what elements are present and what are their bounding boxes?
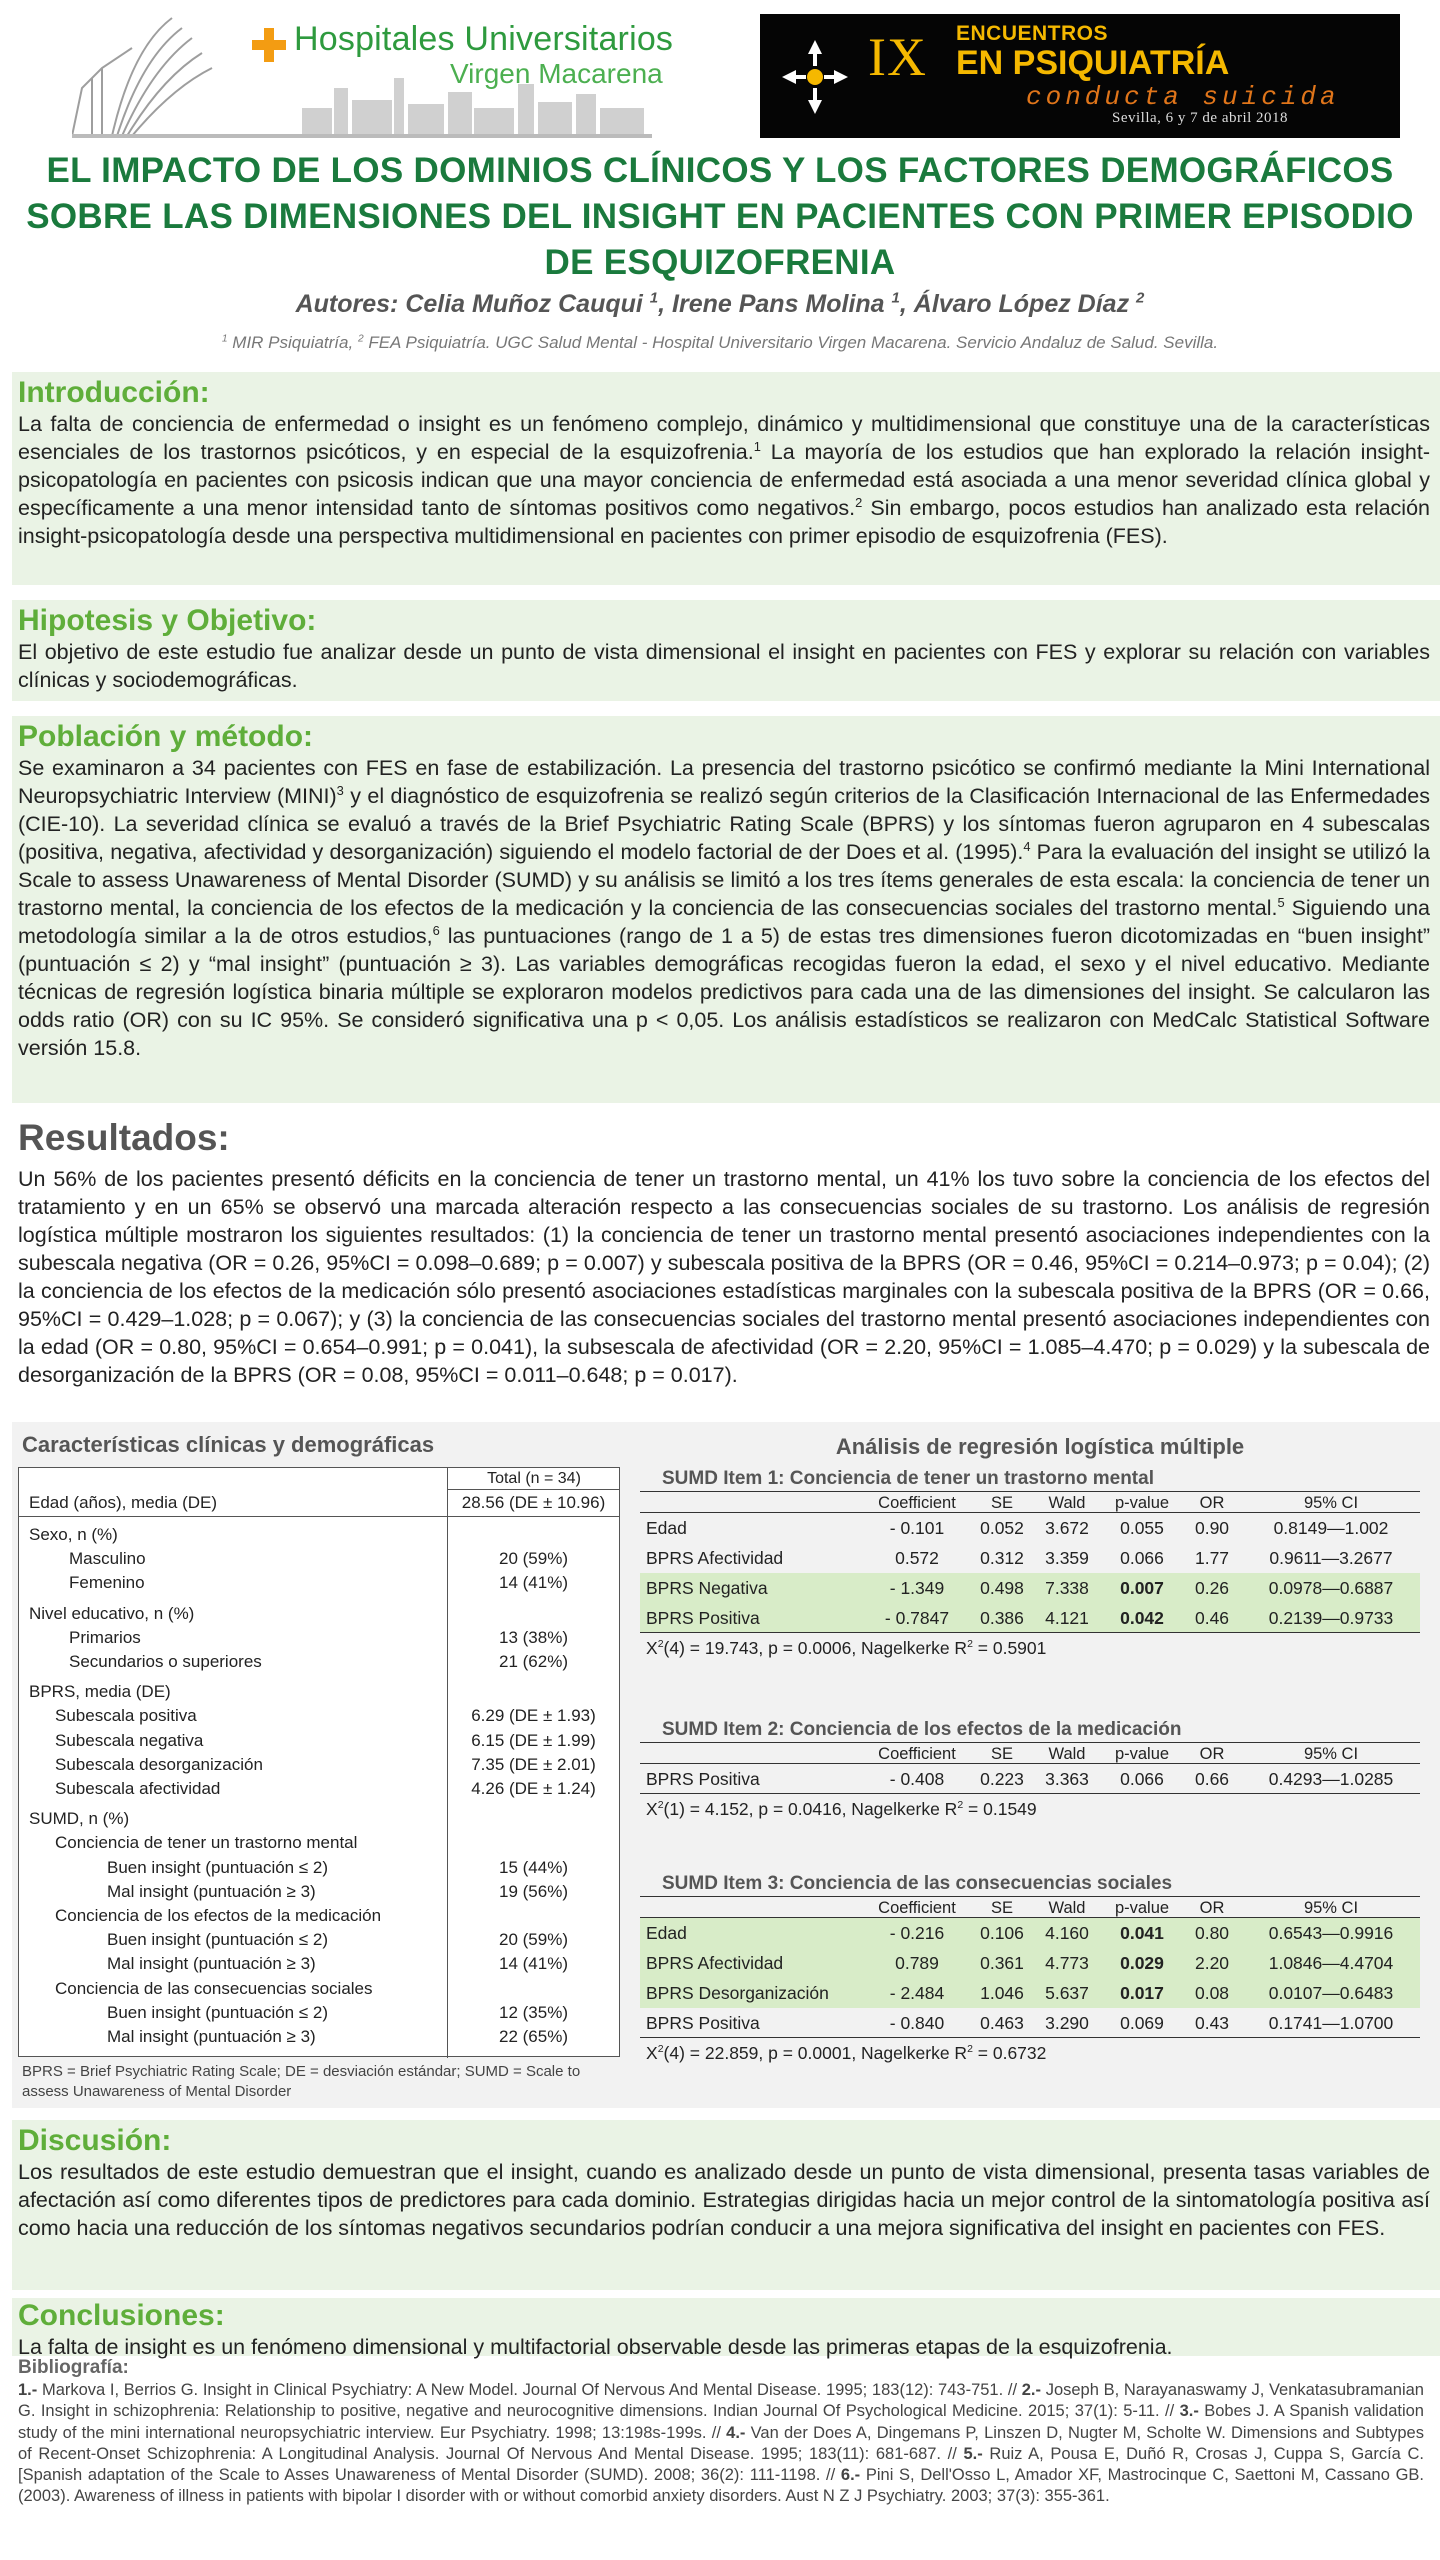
regression-row	[640, 1918, 1420, 1948]
intro-s1: 1	[753, 438, 761, 454]
logo-right-line1: ENCUENTROS	[956, 22, 1109, 45]
resultados-heading: Resultados:	[18, 1117, 230, 1158]
affil-part2: FEA Psiquiatría. UGC Salud Mental - Hospital Universitario Virgen Macarena. Servicio Andaluz de Salud. Sevilla.	[363, 333, 1219, 352]
regression-cell-ci: 0.0107—0.6483	[1268, 1983, 1394, 2003]
regression-cell-p: 0.069	[1120, 2013, 1164, 2033]
regression-stat	[640, 1794, 1420, 1826]
metodo-s3: 3	[336, 782, 344, 798]
metodo-heading: Población y método:	[18, 720, 314, 753]
regression-cell-p: 0.066	[1120, 1548, 1164, 1568]
regression-variable: BPRS Positiva	[646, 2013, 760, 2033]
regression-cell-se: 0.106	[980, 1923, 1024, 1943]
table1-row	[19, 1572, 619, 1594]
table1-row	[19, 1953, 619, 1975]
logo-right-line2: EN PSIQUIATRÍA	[956, 44, 1230, 82]
stat-sup: 2	[657, 2043, 664, 2056]
table1-row-label: Mal insight (puntuación ≥ 3)	[107, 2027, 316, 2046]
hipotesis-heading: Hipotesis y Objetivo:	[18, 604, 317, 637]
hipotesis-section	[12, 600, 1440, 701]
regression-cell-p: 0.066	[1120, 1769, 1164, 1789]
column-header: Coefficient	[878, 1899, 956, 1917]
affil-sup1: 1	[221, 333, 228, 345]
regression-cell-ci: 0.8149—1.002	[1273, 1518, 1389, 1538]
regression-table-item-2	[640, 1718, 1420, 1826]
regression-variable: BPRS Afectividad	[646, 1953, 784, 1973]
table1-row	[19, 1905, 619, 1927]
table1-row-value: 20 (59%)	[499, 1549, 568, 1569]
regression-variable: BPRS Positiva	[646, 1769, 760, 1789]
regression-cell-coef: - 2.484	[889, 1983, 945, 2003]
stat-chi: X	[646, 1799, 658, 1819]
regression-cell-se: 1.046	[980, 1983, 1024, 2003]
table1-row-label: Buen insight (puntuación ≤ 2)	[107, 1930, 329, 1950]
column-header: Coefficient	[878, 1745, 956, 1763]
regression-cell-or: 0.90	[1194, 1518, 1230, 1538]
table1-row-label: SUMD, n (%)	[29, 1809, 130, 1829]
stat-mid: (1) = 4.152, p = 0.0416, Nagelkerke R	[663, 1799, 958, 1819]
conclusiones-heading: Conclusiones:	[18, 2299, 225, 2332]
regression-row	[640, 1513, 1420, 1543]
regression-table-title: SUMD Item 3: Conciencia de las consecuencias sociales	[662, 1873, 1173, 1894]
table1-row-value: 14 (41%)	[499, 1573, 568, 1593]
table1-row-value: 13 (38%)	[499, 1627, 568, 1647]
regression-cell-wald: 5.637	[1045, 1983, 1089, 2003]
regression-cell-or: 1.77	[1194, 1548, 1230, 1568]
regression-cell-ci: 0.9611—3.2677	[1269, 1548, 1393, 1568]
table1-row	[19, 1548, 619, 1570]
intro-p2: La mayoría de los estudios que han explorado la relación insight-psicopatología en pacientes con psicosis indican que una mayor conciencia de enfermedad está asociada a una menor severidad clínica global y específicamente a una menor intensidad tanto de síntomas positivos como negativos.	[18, 440, 1430, 520]
stat-chi: X	[646, 2043, 658, 2063]
table1-row-value: 12 (35%)	[499, 2002, 568, 2022]
reference-text: Van der Does A, Dingemans P, Linszen D, Nugter M, Scholte W. Dimensions and Subtypes of Recent-Onset Schizophrenia: A Longitudinal Analysis. Journal Of Nervous And Mental Disease. 1995; 183(11): 681-687. //	[18, 2423, 1424, 2463]
table1-total-header: Total (n = 34)	[447, 1468, 620, 1490]
stat-chi: X	[646, 1638, 658, 1658]
poster-title: EL IMPACTO DE LOS DOMINIOS CLÍNICOS Y LOS FACTORES DEMOGRÁFICOS SOBRE LAS DIMENSIONES DEL INSIGHT EN PACIENTES CON PRIMER EPISODIO DE ESQUIZOFRENIA	[26, 151, 1414, 282]
logo-right-line4: Sevilla, 6 y 7 de abril 2018	[1112, 110, 1289, 126]
table1-row-value: 21 (62%)	[499, 1652, 568, 1671]
regression-variable: Edad	[646, 1923, 687, 1943]
regression-cell-ci: 0.6543—0.9916	[1268, 1923, 1394, 1943]
regression-cell-ci: 0.2139—0.9733	[1268, 1608, 1394, 1628]
table1-rule	[19, 1516, 619, 1517]
table1-row-label: Buen insight (puntuación ≤ 2)	[107, 2002, 329, 2022]
column-header: p-value	[1114, 1745, 1170, 1763]
table1-title: Características clínicas y demográficas	[22, 1432, 435, 1457]
reference-number: 5.-	[963, 2444, 983, 2463]
metodo-p5: las puntuaciones (rango de 1 a 5) de estas tres dimensiones fueron dicotomizadas en “buen insight” (puntuación ≤ 2) y “mal insight” (puntuación ≥ 3). Las variables demográficas recogidas fueron la edad, el sexo y el nivel educativo. Mediante técnicas de regresión logística binaria múltiple se exploraron modelos predictivos para cada una de las dimensiones del insight. Se calcularon las odds ratio (OR) con su IC 95%. Se consideró significativa una p < 0,05. Los análisis estadísticos se realizaron con MedCalc Statistical Software versión 15.8.	[18, 924, 1430, 1060]
regression-table-title: SUMD Item 2: Conciencia de los efectos de la medicación	[662, 1719, 1182, 1740]
table1-row	[19, 1705, 619, 1727]
author-3: , Álvaro López Díaz	[899, 290, 1137, 318]
table1-row	[19, 1929, 619, 1951]
table1-row	[19, 1808, 619, 1830]
table1-row	[19, 1832, 619, 1854]
column-header: SE	[990, 1899, 1013, 1917]
metodo-text	[18, 754, 1430, 1062]
column-header: SE	[990, 1494, 1013, 1512]
intro-section	[12, 372, 1440, 585]
regression-cell-wald: 3.363	[1045, 1769, 1089, 1789]
regression-row	[640, 1603, 1420, 1633]
regression-table-title: SUMD Item 1: Conciencia de tener un trastorno mental	[662, 1468, 1154, 1489]
regression-variable: BPRS Desorganización	[646, 1983, 829, 2003]
regression-cell-coef: - 1.349	[889, 1578, 945, 1598]
discusion-section	[12, 2120, 1440, 2290]
reference-number: 2.-	[1021, 2381, 1042, 2399]
metodo-section	[12, 716, 1440, 1103]
edition-number: IX	[868, 27, 927, 87]
regression-cell-or: 0.66	[1194, 1769, 1230, 1789]
regression-cell-or: 0.46	[1194, 1608, 1230, 1628]
regression-cell-or: 2.20	[1194, 1953, 1230, 1973]
affiliation	[0, 333, 1440, 353]
authors	[0, 290, 1440, 319]
table1-row	[19, 1603, 619, 1625]
regression-table-header	[640, 1896, 1420, 1918]
reference-text: Ruiz A, Pousa E, Duñó R, Crosas J, Cuppa S, García C. [Spanish adaptation of the Scale to Asses Unawareness of Mental Disorder (SUMD). 2008; 36(2): 111-1198. //	[18, 2444, 1424, 2485]
intro-text	[18, 410, 1430, 550]
table1-row-value: 6.29 (DE ± 1.93)	[471, 1706, 596, 1726]
regression-variable: BPRS Negativa	[646, 1578, 768, 1598]
table1-row	[19, 1778, 619, 1800]
regression-table-item-3	[640, 1872, 1420, 2070]
table1-row	[19, 1881, 619, 1903]
bibliografia-heading: Bibliografía:	[18, 2357, 129, 2378]
regression-cell-wald: 4.773	[1045, 1953, 1089, 1973]
conclusiones-text: La falta de insight es un fenómeno dimensional y multifactorial observable desde las primeras etapas de la esquizofrenia.	[18, 2335, 1173, 2359]
stat-sup: 2	[967, 1638, 973, 1651]
stat-end: = 0.6732	[972, 2043, 1047, 2063]
reference-text: Bobes J. A Spanish validation study of the mini international neuropsychiatric interview. Eur Psychiatry. 1998; 13:198s-199s. //	[18, 2402, 1424, 2442]
metodo-p1: Se examinaron a 34 pacientes con FES en fase de estabilización. La presencia del trastorno psicótico se confirmó mediante la Mini International Neuropsychiatric Interview (MINI)	[18, 756, 1430, 808]
column-header: Wald	[1048, 1745, 1086, 1763]
table1-row	[19, 1492, 619, 1514]
regression-cell-ci: 0.1741—1.0700	[1268, 2013, 1394, 2033]
logo-right-line3: conducta suicida	[1026, 82, 1340, 112]
table1-row-value: 19 (56%)	[499, 1881, 568, 1901]
column-header: OR	[1199, 1899, 1225, 1917]
table1-row-label: Mal insight (puntuación ≥ 3)	[107, 1954, 316, 1974]
regression-cell-p: 0.055	[1120, 1518, 1164, 1538]
author-2: , Irene Pans Molina	[658, 290, 892, 318]
stat-sup: 2	[657, 1799, 664, 1812]
regression-table-item-1	[640, 1467, 1420, 1665]
bibliografia-list	[18, 2380, 1424, 2508]
resultados-text: Un 56% de los pacientes presentó déficits en la conciencia de tener un trastorno mental, un 41% los tuvo sobre la conciencia de los efectos del tratamiento y en un 65% se observó una marcada alteración respecto a las consecuencias sociales de su trastorno. Los análisis de regresión logística múltiple mostraron los siguientes resultados: (1) la conciencia de tener un trastorno mental presentó asociaciones independientes con la subescala negativa (OR = 0.26, 95%CI = 0.098–0.689; p = 0.007) y subescala positiva de la BPRS (OR = 0.46, 95%CI = 0.214–0.973; p = 0.04); (2) la conciencia de los efectos de la medicación sólo presentó asociaciones estadísticas marginales con la subescala positiva de la BPRS (OR = 0.66, 95%CI = 0.429–1.028; p = 0.067); y (3) la conciencia de las consecuencias sociales del trastorno mental presentó asociaciones independientes con la edad (OR = 0.80, 95%CI = 0.654–0.991; p = 0.041), la subsescala de afectividad (OR = 2.20, 95%CI = 1.085–4.470; p = 0.029) y la subescala de desorganización de la BPRS (OR = 0.08, 95%CI = 0.011–0.648; p = 0.017).	[18, 1167, 1430, 1387]
intro-s2: 2	[855, 494, 863, 510]
metodo-s4: 4	[1023, 838, 1031, 854]
stat-mid: (4) = 22.859, p = 0.0001, Nagelkerke R	[663, 2043, 968, 2063]
reference-number: 1.-	[18, 2381, 38, 2399]
regression-cell-p: 0.007	[1120, 1578, 1164, 1598]
regression-cell-coef: 0.789	[895, 1953, 939, 1973]
metodo-p2: y el diagnóstico de esquizofrenia se realizó según criterios de la Clasificación Internacional de las Enfermedades (CIE-10). La severidad clínica se evaluó a través de la Brief Psychiatric Rating Scale (BPRS) y los síntomas fueron agruparon en 4 subescalas (positiva, negativa, afectividad y desorganización) siguiendo el modelo factorial de der Does et al. (1995).	[18, 784, 1430, 864]
regression-cell-se: 0.312	[980, 1548, 1024, 1568]
table1-row-value: 14 (41%)	[499, 1954, 568, 1974]
congress-logo	[760, 14, 1400, 138]
regression-row	[640, 1573, 1420, 1603]
table1-row-value: 22 (65%)	[499, 2027, 568, 2046]
table1-row-label: Conciencia de tener un trastorno mental	[55, 1833, 358, 1853]
table1-row-label: Primarios	[69, 1627, 141, 1647]
affil-part1: MIR Psiquiatría,	[227, 333, 358, 352]
intro-p1: La falta de conciencia de enfermedad o insight es un fenómeno complejo, dinámico y multidimensional que constituye una de la características esenciales de los trastornos psicóticos, y en especial de la esquizofrenia.	[18, 412, 1430, 464]
regression-cell-p: 0.017	[1120, 1983, 1164, 2003]
regression-cell-p: 0.042	[1120, 1608, 1164, 1628]
table1-row-value: 28.56 (DE ± 10.96)	[461, 1493, 606, 1512]
column-header: 95% CI	[1303, 1899, 1359, 1917]
metodo-p3: Para la evaluación del insight se utilizó la Scale to assess Unawareness of Mental Disorder (SUMD) y su análisis se limitó a los tres ítems generales de esta escala: la conciencia de tener un trastorno mental, la conciencia de los efectos de la medicación y la conciencia de las consecuencias sociales del trastorno mental.	[18, 840, 1430, 920]
column-header: 95% CI	[1303, 1745, 1359, 1763]
regression-cell-se: 0.361	[980, 1953, 1024, 1973]
table1-row	[19, 2002, 619, 2024]
regression-row	[640, 1543, 1420, 1573]
column-header: 95% CI	[1303, 1494, 1359, 1512]
arrows-sun-icon	[780, 32, 850, 122]
regression-row	[640, 1764, 1420, 1794]
conclusiones-section	[12, 2298, 1440, 2359]
table1-row-label: Secundarios o superiores	[69, 1652, 262, 1671]
regression-cell-wald: 4.121	[1045, 1608, 1089, 1628]
regression-variable: BPRS Afectividad	[646, 1548, 784, 1568]
author-1-sup: 1	[649, 289, 659, 307]
authors-prefix: Autores:	[295, 290, 406, 318]
table1-row	[19, 1681, 619, 1703]
table1-row-label: Buen insight (puntuación ≤ 2)	[107, 1857, 329, 1877]
column-header: SE	[990, 1745, 1013, 1763]
table1-row-label: Subescala afectividad	[55, 1779, 221, 1798]
logo-left-line1: Hospitales Universitarios	[294, 20, 674, 58]
intro-p3: Sin embargo, pocos estudios han analizado esta relación insight-psicopatología desde una perspectiva multidimensional en pacientes con primer episodio de esquizofrenia (FES).	[18, 496, 1430, 548]
metodo-s5: 5	[1277, 894, 1285, 910]
column-header: Coefficient	[878, 1494, 956, 1512]
table1-row-label: BPRS, media (DE)	[29, 1682, 171, 1702]
regression-table-header	[640, 1491, 1420, 1513]
regression-row	[640, 1978, 1420, 2008]
regression-cell-se: 0.386	[980, 1608, 1024, 1628]
regression-cell-coef: - 0.216	[889, 1923, 945, 1943]
column-header: OR	[1199, 1745, 1225, 1763]
hipotesis-text: El objetivo de este estudio fue analizar desde un punto de vista dimensional el insight en pacientes con FES y explorar su relación con variables clínicas y sociodemográficas.	[18, 640, 1430, 692]
table1-row-label: Nivel educativo, n (%)	[29, 1603, 195, 1623]
table1-row	[19, 1627, 619, 1649]
reference-text: Markova I, Berrios G. Insight in Clinical Psychiatry: A New Model. Journal Of Nervous And Mental Disease. 1995; 183(12): 743-751. //	[37, 2381, 1022, 2399]
regression-cell-ci: 0.4293—1.0285	[1268, 1769, 1394, 1789]
author-3-sup: 2	[1136, 289, 1145, 307]
regression-stat	[640, 1633, 1420, 1665]
regression-cell-coef: - 0.7847	[884, 1608, 950, 1628]
author-2-sup: 1	[891, 289, 900, 307]
table1-row	[19, 1754, 619, 1776]
stat-mid: (4) = 19.743, p = 0.0006, Nagelkerke R	[663, 1638, 968, 1658]
table1-row-label: Mal insight (puntuación ≥ 3)	[107, 1881, 316, 1901]
table1-row-value: 6.15 (DE ± 1.99)	[471, 1730, 596, 1750]
column-header: p-value	[1114, 1899, 1170, 1917]
column-header: Wald	[1048, 1899, 1086, 1917]
metodo-p4: Siguiendo una metodología similar a la de otros estudios,	[18, 896, 1430, 948]
table1-row-label: Subescala positiva	[55, 1706, 197, 1726]
regression-cell-coef: 0.572	[895, 1548, 939, 1568]
reference-text: Pini S, Dell'Osso L, Amador XF, Mastrocinque C, Saettoni M, Cassano GB. (2003). Awareness of illness in patients with bipolar I disorder with or without comorbid anxiety disorders. Aust N Z J Psychiatry. 2003; 37(3): 355-361.	[18, 2466, 1424, 2506]
reference-text: Joseph B, Narayanaswamy J, Venkatasubramanian G. Insight in schizophrenia: Relationship to positive, negative and neurocognitive dimensions. Indian Journal Of Psychological Medicine. 2015; 37(1): 5-11. //	[18, 2381, 1424, 2421]
table1-row	[19, 1524, 619, 1546]
regression-cell-wald: 7.338	[1045, 1578, 1089, 1598]
author-1: Celia Muñoz Cauqui	[405, 290, 650, 318]
affil-sup2: 2	[357, 333, 364, 345]
column-header: Wald	[1048, 1494, 1086, 1512]
regression-row	[640, 2008, 1420, 2038]
stat-sup: 2	[657, 1638, 664, 1651]
table1-row	[19, 1978, 619, 2000]
table1-row-value: 4.26 (DE ± 1.24)	[471, 1779, 596, 1798]
regression-cell-se: 0.463	[980, 2013, 1024, 2033]
regression-cell-ci: 0.0978—0.6887	[1268, 1578, 1394, 1598]
table1-row-label: Sexo, n (%)	[29, 1525, 118, 1544]
regression-cell-wald: 3.359	[1045, 1548, 1089, 1568]
table1-row-value: 15 (44%)	[499, 1857, 568, 1877]
regression-cell-ci: 1.0846—4.4704	[1268, 1953, 1394, 1973]
regression-cell-p: 0.041	[1120, 1923, 1164, 1943]
regression-variable: Edad	[646, 1518, 687, 1538]
regression-cell-coef: - 0.408	[889, 1769, 945, 1789]
table1-row-value: 20 (59%)	[499, 1930, 568, 1950]
regression-cell-coef: - 0.101	[889, 1518, 945, 1538]
regression-cell-or: 0.80	[1194, 1923, 1230, 1943]
regression-stat	[640, 2038, 1420, 2070]
reference-number: 3.-	[1179, 2402, 1199, 2421]
table1-row	[19, 1730, 619, 1752]
reference-number: 6.-	[840, 2466, 861, 2485]
regression-cell-coef: - 0.840	[889, 2013, 945, 2033]
resultados-section	[12, 1163, 1440, 1393]
hospital-logo	[72, 8, 674, 138]
discusion-heading: Discusión:	[18, 2124, 172, 2157]
regression-variable: BPRS Positiva	[646, 1608, 760, 1628]
column-header: p-value	[1114, 1494, 1170, 1512]
table1-row	[19, 1651, 619, 1673]
regression-cell-or: 0.08	[1194, 1983, 1230, 2003]
stat-sup: 2	[957, 1799, 964, 1812]
table1-row	[19, 1857, 619, 1879]
stat-sup: 2	[967, 2043, 973, 2056]
discusion-text: Los resultados de este estudio demuestran que el insight, cuando es analizado desde un punto de vista dimensional, presenta tasas variables de afectación así como diferentes tipos de predictores para cada dominio. Estrategias dirigidas hacia un mejor control de la sintomatología positiva así como hacia una reducción de los síntomas negativos secundarios podrían conducir a una mejora significativa del insight en pacientes con FES.	[18, 2160, 1430, 2240]
stat-end: = 0.1549	[963, 1799, 1037, 1819]
table1-row-label: Femenino	[69, 1573, 145, 1593]
regression-cell-wald: 3.672	[1045, 1518, 1089, 1538]
regression-cell-wald: 3.290	[1045, 2013, 1089, 2033]
column-header: OR	[1199, 1494, 1225, 1512]
table1-row	[19, 2026, 619, 2048]
regression-cell-se: 0.052	[980, 1518, 1024, 1538]
table1-note: BPRS = Brief Psychiatric Rating Scale; DE = desviación estándar; SUMD = Scale to assess Unawareness of Mental Disorder	[22, 2063, 581, 2100]
intro-heading: Introducción:	[18, 376, 210, 409]
table1-row-value: 7.35 (DE ± 2.01)	[471, 1754, 596, 1774]
regression-cell-or: 0.26	[1194, 1578, 1230, 1598]
table1-row-label: Subescala negativa	[55, 1730, 204, 1750]
metodo-s6: 6	[432, 922, 440, 938]
regression-table-header	[640, 1742, 1420, 1764]
table2-title: Análisis de regresión logística múltiple	[835, 1434, 1245, 1459]
stat-end: = 0.5901	[972, 1638, 1047, 1658]
regression-row	[640, 1948, 1420, 1978]
demographics-table	[18, 1467, 620, 2057]
regression-cell-p: 0.029	[1120, 1953, 1164, 1973]
table1-row-label: Edad (años), media (DE)	[29, 1493, 218, 1512]
regression-cell-or: 0.43	[1194, 2013, 1230, 2033]
table1-row-label: Conciencia de los efectos de la medicación	[55, 1906, 382, 1925]
regression-cell-se: 0.498	[980, 1578, 1024, 1598]
reference-number: 4.-	[726, 2423, 746, 2442]
regression-cell-se: 0.223	[980, 1769, 1024, 1789]
table1-row-label: Masculino	[69, 1549, 146, 1569]
regression-cell-wald: 4.160	[1045, 1923, 1089, 1943]
logo-left-line2: Virgen Macarena	[450, 58, 663, 89]
plus-cross-icon	[252, 28, 286, 62]
table1-row-label: Subescala desorganización	[55, 1754, 263, 1774]
table1-row-label: Conciencia de las consecuencias sociales	[55, 1978, 373, 1998]
